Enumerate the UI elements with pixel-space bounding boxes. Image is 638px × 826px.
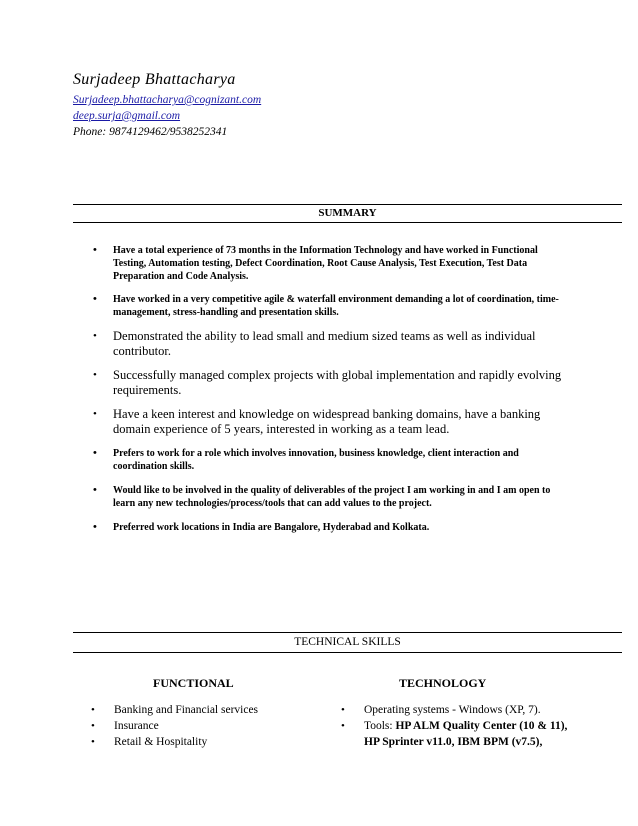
list-item bbox=[73, 407, 573, 437]
phone-number: Phone: 9874129462/9538252341 bbox=[73, 126, 228, 138]
bullet-icon: • bbox=[93, 369, 97, 381]
bullet-icon: • bbox=[93, 447, 97, 459]
list-item bbox=[73, 521, 573, 534]
bullet-icon: • bbox=[341, 704, 345, 716]
bullet-icon: • bbox=[93, 330, 97, 342]
summary-text: Demonstrated the ability to lead small and medium sized teams as well as individual contributor. bbox=[113, 329, 536, 358]
technology-heading: TECHNOLOGY bbox=[399, 676, 487, 690]
bullet-icon: • bbox=[341, 720, 345, 732]
list-item bbox=[341, 718, 576, 750]
list-item bbox=[91, 718, 321, 734]
functional-skills-list bbox=[91, 702, 321, 750]
list-item bbox=[91, 734, 321, 750]
tools-value: HP ALM Quality Center (10 & 11), HP Sprinter v11.0, IBM BPM (v7.5), bbox=[364, 720, 568, 748]
summary-text: Preferred work locations in India are Bangalore, Hyderabad and Kolkata. bbox=[113, 522, 430, 533]
summary-text: Have a keen interest and knowledge on widespread banking domains, have a banking domain experience of 5 years, interested in working as a team lead. bbox=[113, 407, 541, 436]
bullet-icon: • bbox=[93, 293, 97, 305]
skills-title: TECHNICAL SKILLS bbox=[294, 636, 401, 648]
list-item bbox=[91, 702, 321, 718]
functional-skill: Insurance bbox=[114, 720, 159, 732]
summary-text: Would like to be involved in the quality of deliverables of the project I am working in and I am open to learn any new technologies/process/tools that can add values to the project. bbox=[113, 485, 551, 509]
summary-rule-bottom bbox=[73, 222, 622, 223]
skills-rule-bottom bbox=[73, 652, 622, 653]
skills-rule-top bbox=[73, 632, 622, 633]
summary-title: SUMMARY bbox=[318, 207, 377, 219]
summary-text: Have a total experience of 73 months in the Information Technology and have worked in Functional Testing, Automation testing, Defect Coordination, Root Cause Analysis, Test Execution, Test Data Preparation and Code Analysis. bbox=[113, 245, 538, 282]
summary-text: Successfully managed complex projects with global implementation and rapidly evolving requirements. bbox=[113, 368, 562, 397]
functional-skill: Retail & Hospitality bbox=[114, 736, 208, 748]
list-item bbox=[73, 329, 573, 359]
technology-skills-list bbox=[341, 702, 576, 750]
functional-skill: Banking and Financial services bbox=[114, 704, 259, 716]
bullet-icon: • bbox=[91, 736, 95, 748]
candidate-name: Surjadeep Bhattacharya bbox=[73, 71, 236, 88]
bullet-icon: • bbox=[93, 408, 97, 420]
summary-rule-top bbox=[73, 204, 622, 205]
list-item bbox=[73, 447, 573, 473]
list-item bbox=[73, 484, 573, 510]
list-item bbox=[73, 368, 573, 398]
summary-list bbox=[73, 244, 573, 534]
list-item bbox=[73, 244, 573, 283]
functional-heading: FUNCTIONAL bbox=[153, 676, 234, 690]
tools-label: Tools: bbox=[364, 720, 396, 732]
list-item bbox=[341, 702, 576, 718]
summary-text: Have worked in a very competitive agile & waterfall environment demanding a lot of coordination, time-management, stress-handling and presentation skills. bbox=[113, 294, 559, 318]
bullet-icon: • bbox=[91, 720, 95, 732]
summary-text: Prefers to work for a role which involves innovation, business knowledge, client interaction and coordination skills. bbox=[113, 448, 519, 472]
technology-os: Operating systems - Windows (XP, 7). bbox=[364, 704, 541, 716]
email-primary[interactable]: Surjadeep.bhattacharya@cognizant.com bbox=[73, 94, 262, 106]
bullet-icon: • bbox=[91, 704, 95, 716]
bullet-icon: • bbox=[93, 521, 97, 533]
list-item bbox=[73, 293, 573, 319]
bullet-icon: • bbox=[93, 484, 97, 496]
email-secondary[interactable]: deep.surja@gmail.com bbox=[73, 110, 181, 122]
bullet-icon: • bbox=[93, 244, 97, 256]
